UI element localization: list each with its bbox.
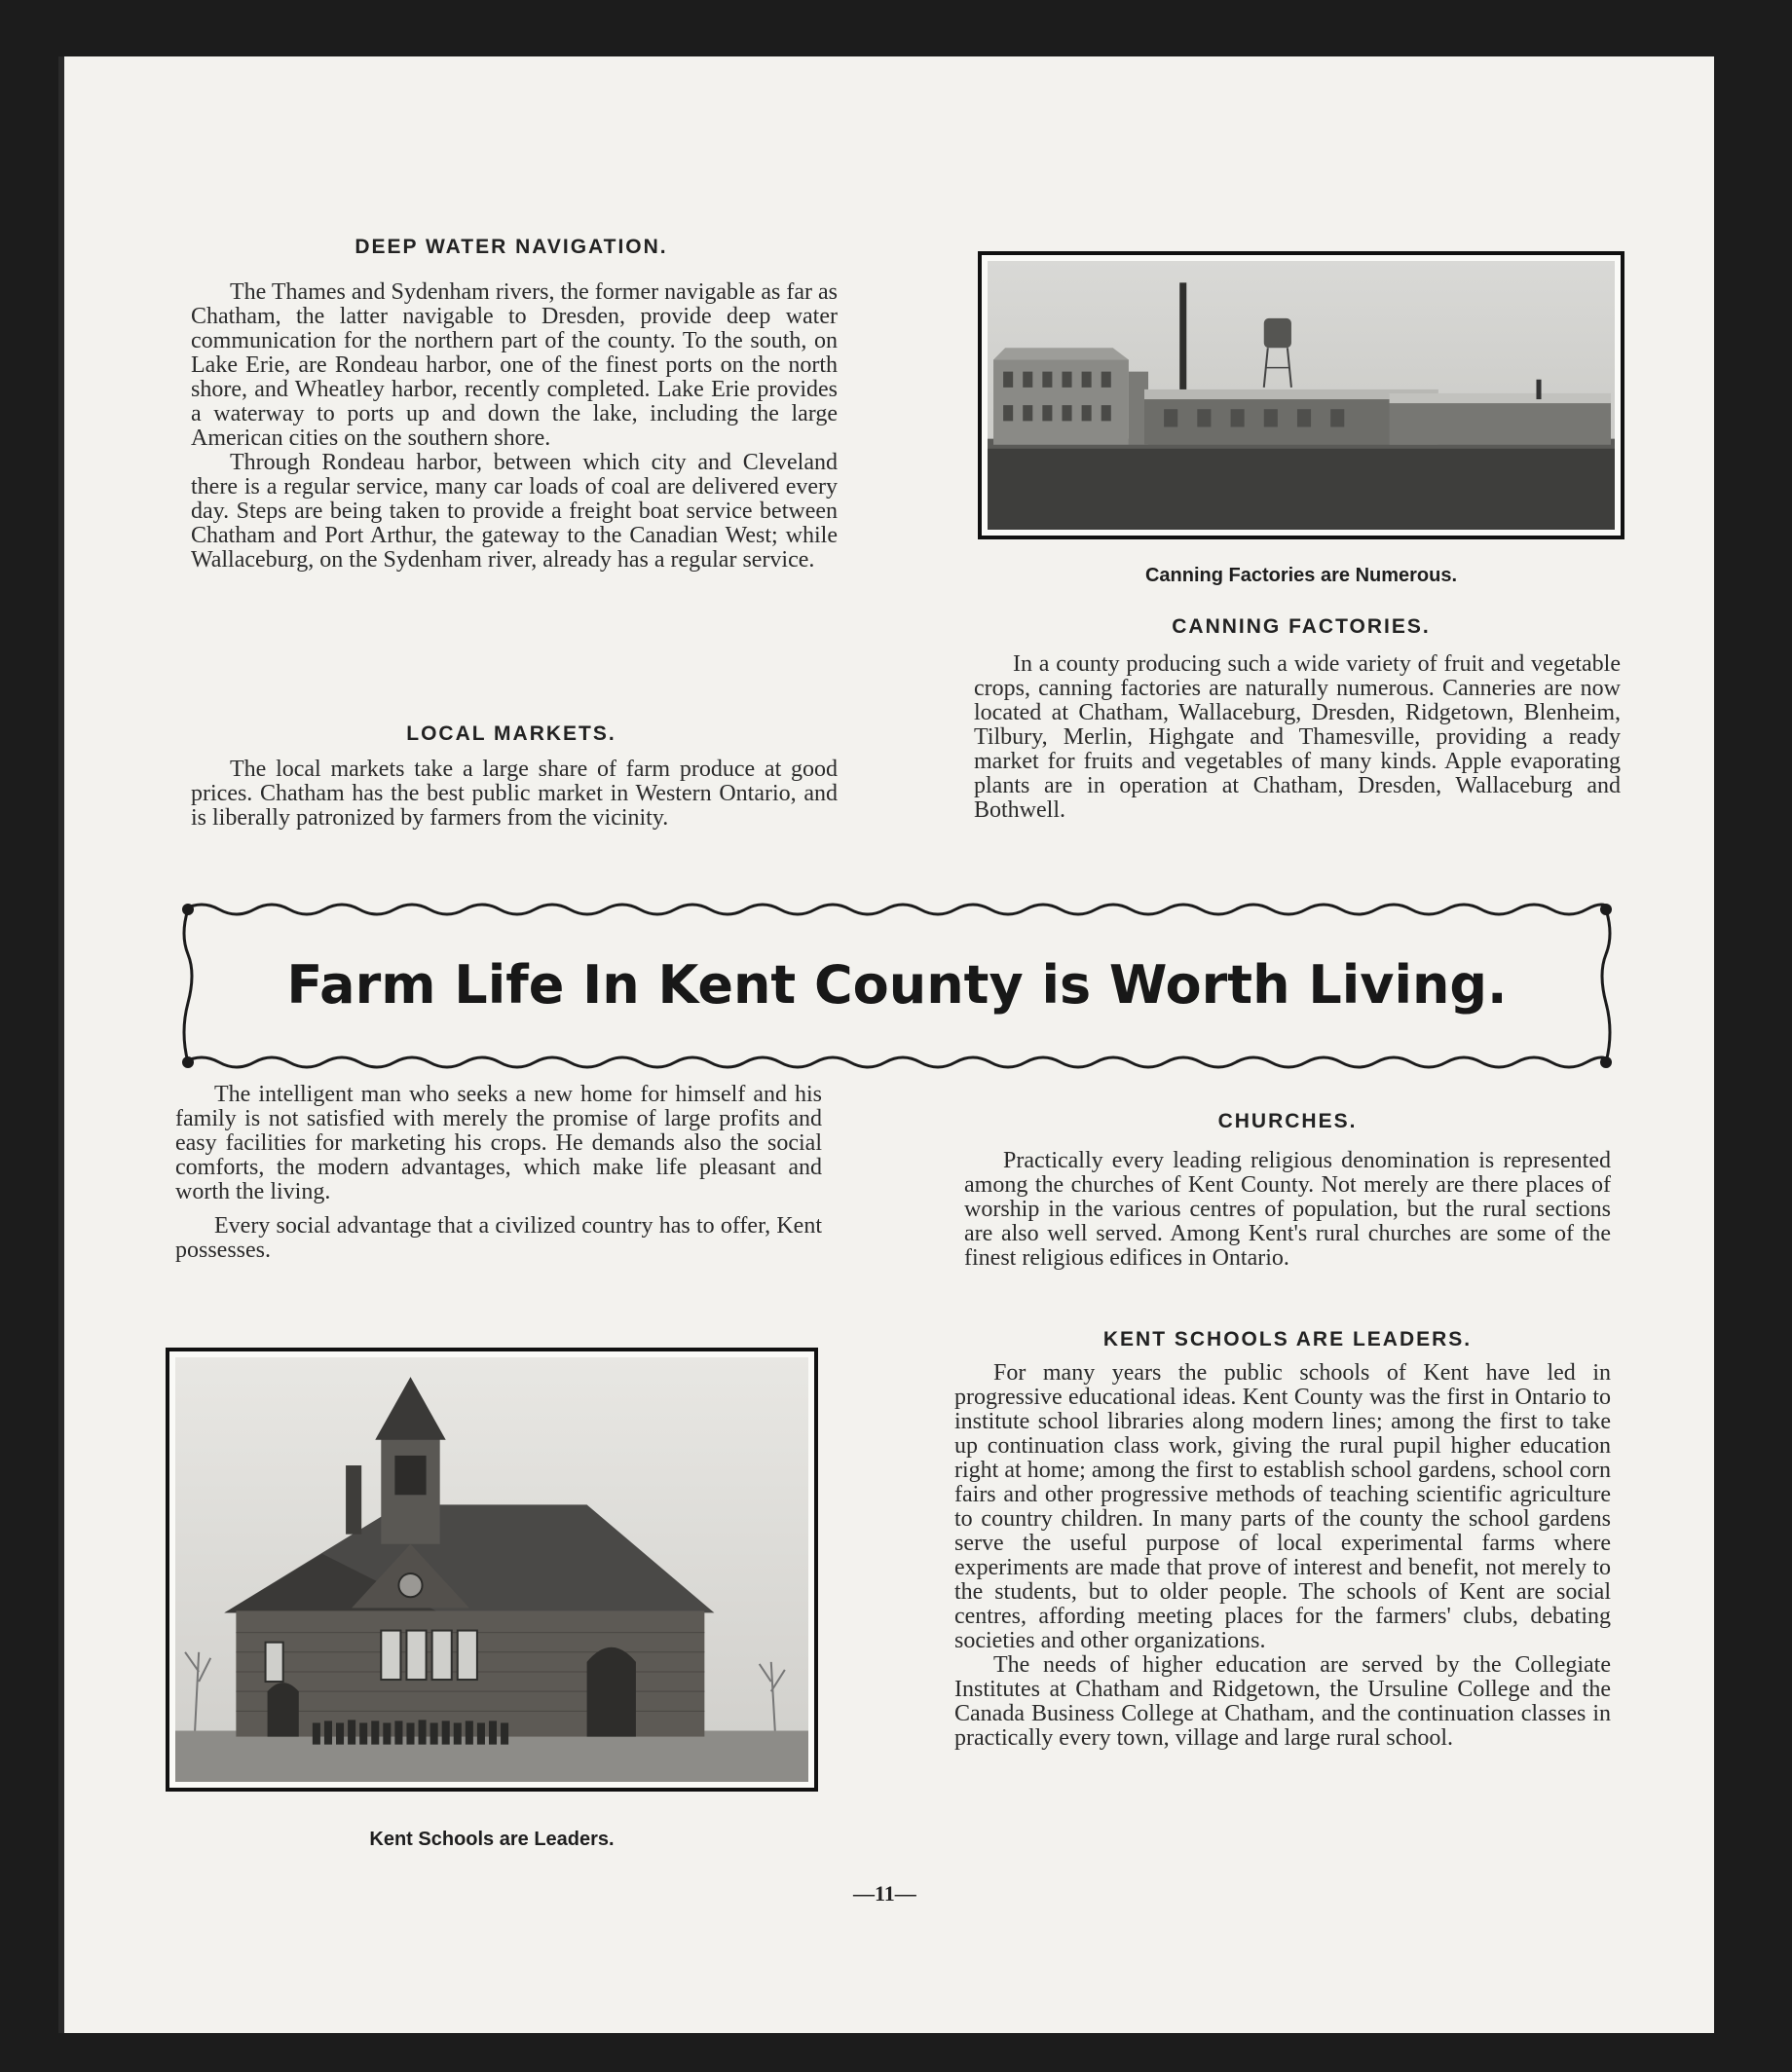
schools-paragraph-2: The needs of higher education are served by the Collegiate Institutes at Chatham and Ridgetown, the Ursuline College and the Canada Business College at Chatham, and the continuation classes in practically every town, village and large rural school. bbox=[954, 1652, 1611, 1751]
churches-text bbox=[964, 1149, 1611, 1271]
churches-heading: CHURCHES. bbox=[1217, 1110, 1358, 1132]
canning-factory-photo bbox=[978, 251, 1624, 539]
farm-life-text bbox=[175, 1083, 822, 1263]
school-photo-caption: Kent Schools are Leaders. bbox=[369, 1829, 615, 1850]
canning-paragraph: In a county producing such a wide variety of fruit and vegetable crops, canning factories are naturally numerous. Canneries are now located at Chatham, Wallaceburg, Dresden, Ridgetown, Blenheim, Tilbury, Merlin, Highgate and Thamesville, providing a ready market for fruits and vegetables of many kinds. Apple evaporating plants are in operation at Chatham, Dresden, Wallaceburg and Bothwell. bbox=[974, 651, 1621, 823]
schools-text bbox=[954, 1361, 1611, 1751]
page-number: —11— bbox=[853, 1881, 916, 1906]
deep-water-paragraph-2: Through Rondeau harbor, between which city and Cleveland there is a regular service, many car loads of coal are delivered every day. Steps are being taken to provide a freight boat service between Chatham and Port Arthur, the gateway to the Canadian West; while Wallaceburg, on the Sydenham river, already has a regular service. bbox=[191, 450, 838, 573]
deep-water-paragraph-1: The Thames and Sydenham rivers, the former navigable as far as Chatham, the latter navigable to Dresden, provide deep water communication for the northern part of the county. To the south, on Lake Erie, are Rondeau harbor, one of the finest ports on the north shore, and Wheatley harbor, recently completed. Lake Erie provides a waterway to ports up and down the lake, including the large American cities on the southern shore. bbox=[191, 279, 838, 451]
local-markets-paragraph: The local markets take a large share of farm produce at good prices. Chatham has the best public market in Western Ontario, and is liberally patronized by farmers from the vicinity. bbox=[191, 757, 838, 831]
canning-photo-caption: Canning Factories are Numerous. bbox=[1144, 565, 1458, 586]
deep-water-heading: DEEP WATER NAVIGATION. bbox=[355, 236, 668, 258]
schoolhouse-illustration bbox=[175, 1357, 808, 1782]
local-markets-text bbox=[191, 758, 838, 831]
school-photo bbox=[166, 1348, 818, 1792]
schools-heading: KENT SCHOOLS ARE LEADERS. bbox=[1102, 1328, 1473, 1350]
canning-text bbox=[974, 652, 1621, 823]
churches-paragraph: Practically every leading religious denomination is represented among the churches of Kent County. Not merely are there places of worship in the various centres of population, but the rural sections are also well served. Among Kent's rural churches are some of the finest religious edifices in Ontario. bbox=[964, 1148, 1611, 1271]
deep-water-text bbox=[191, 280, 838, 573]
factory-illustration bbox=[988, 261, 1615, 530]
banner-title: Farm Life In Kent County is Worth Living. bbox=[286, 954, 1508, 1016]
schools-paragraph-1: For many years the public schools of Kent have led in progressive educational ideas. Kent County was the first in Ontario to institute school libraries along modern lines; among the first to take up continuation class work, giving the rural pupil higher education right at home; among the first to establish school gardens, school corn fairs and other progressive methods of teaching scientific agriculture to country children. In many parts of the county the school gardens serve the useful purpose of local experimental farms where experiments are made that prove of interest and benefit, not merely to the students, but to older people. The schools of Kent are social centres, affording meeting places for the farmers' clubs, debating societies and other organizations. bbox=[954, 1360, 1611, 1653]
local-markets-heading: LOCAL MARKETS. bbox=[406, 722, 616, 745]
farm-life-paragraph-2: Every social advantage that a civilized country has to offer, Kent possesses. bbox=[175, 1213, 822, 1263]
farm-life-paragraph-1: The intelligent man who seeks a new home for himself and his family is not satisfied with merely the promise of large profits and easy facilities for marketing his crops. He demands also the social comforts, the modern advantages, which make life pleasant and worth the living. bbox=[175, 1082, 822, 1204]
canning-heading: CANNING FACTORIES. bbox=[1172, 615, 1431, 638]
title-banner bbox=[178, 896, 1616, 1076]
